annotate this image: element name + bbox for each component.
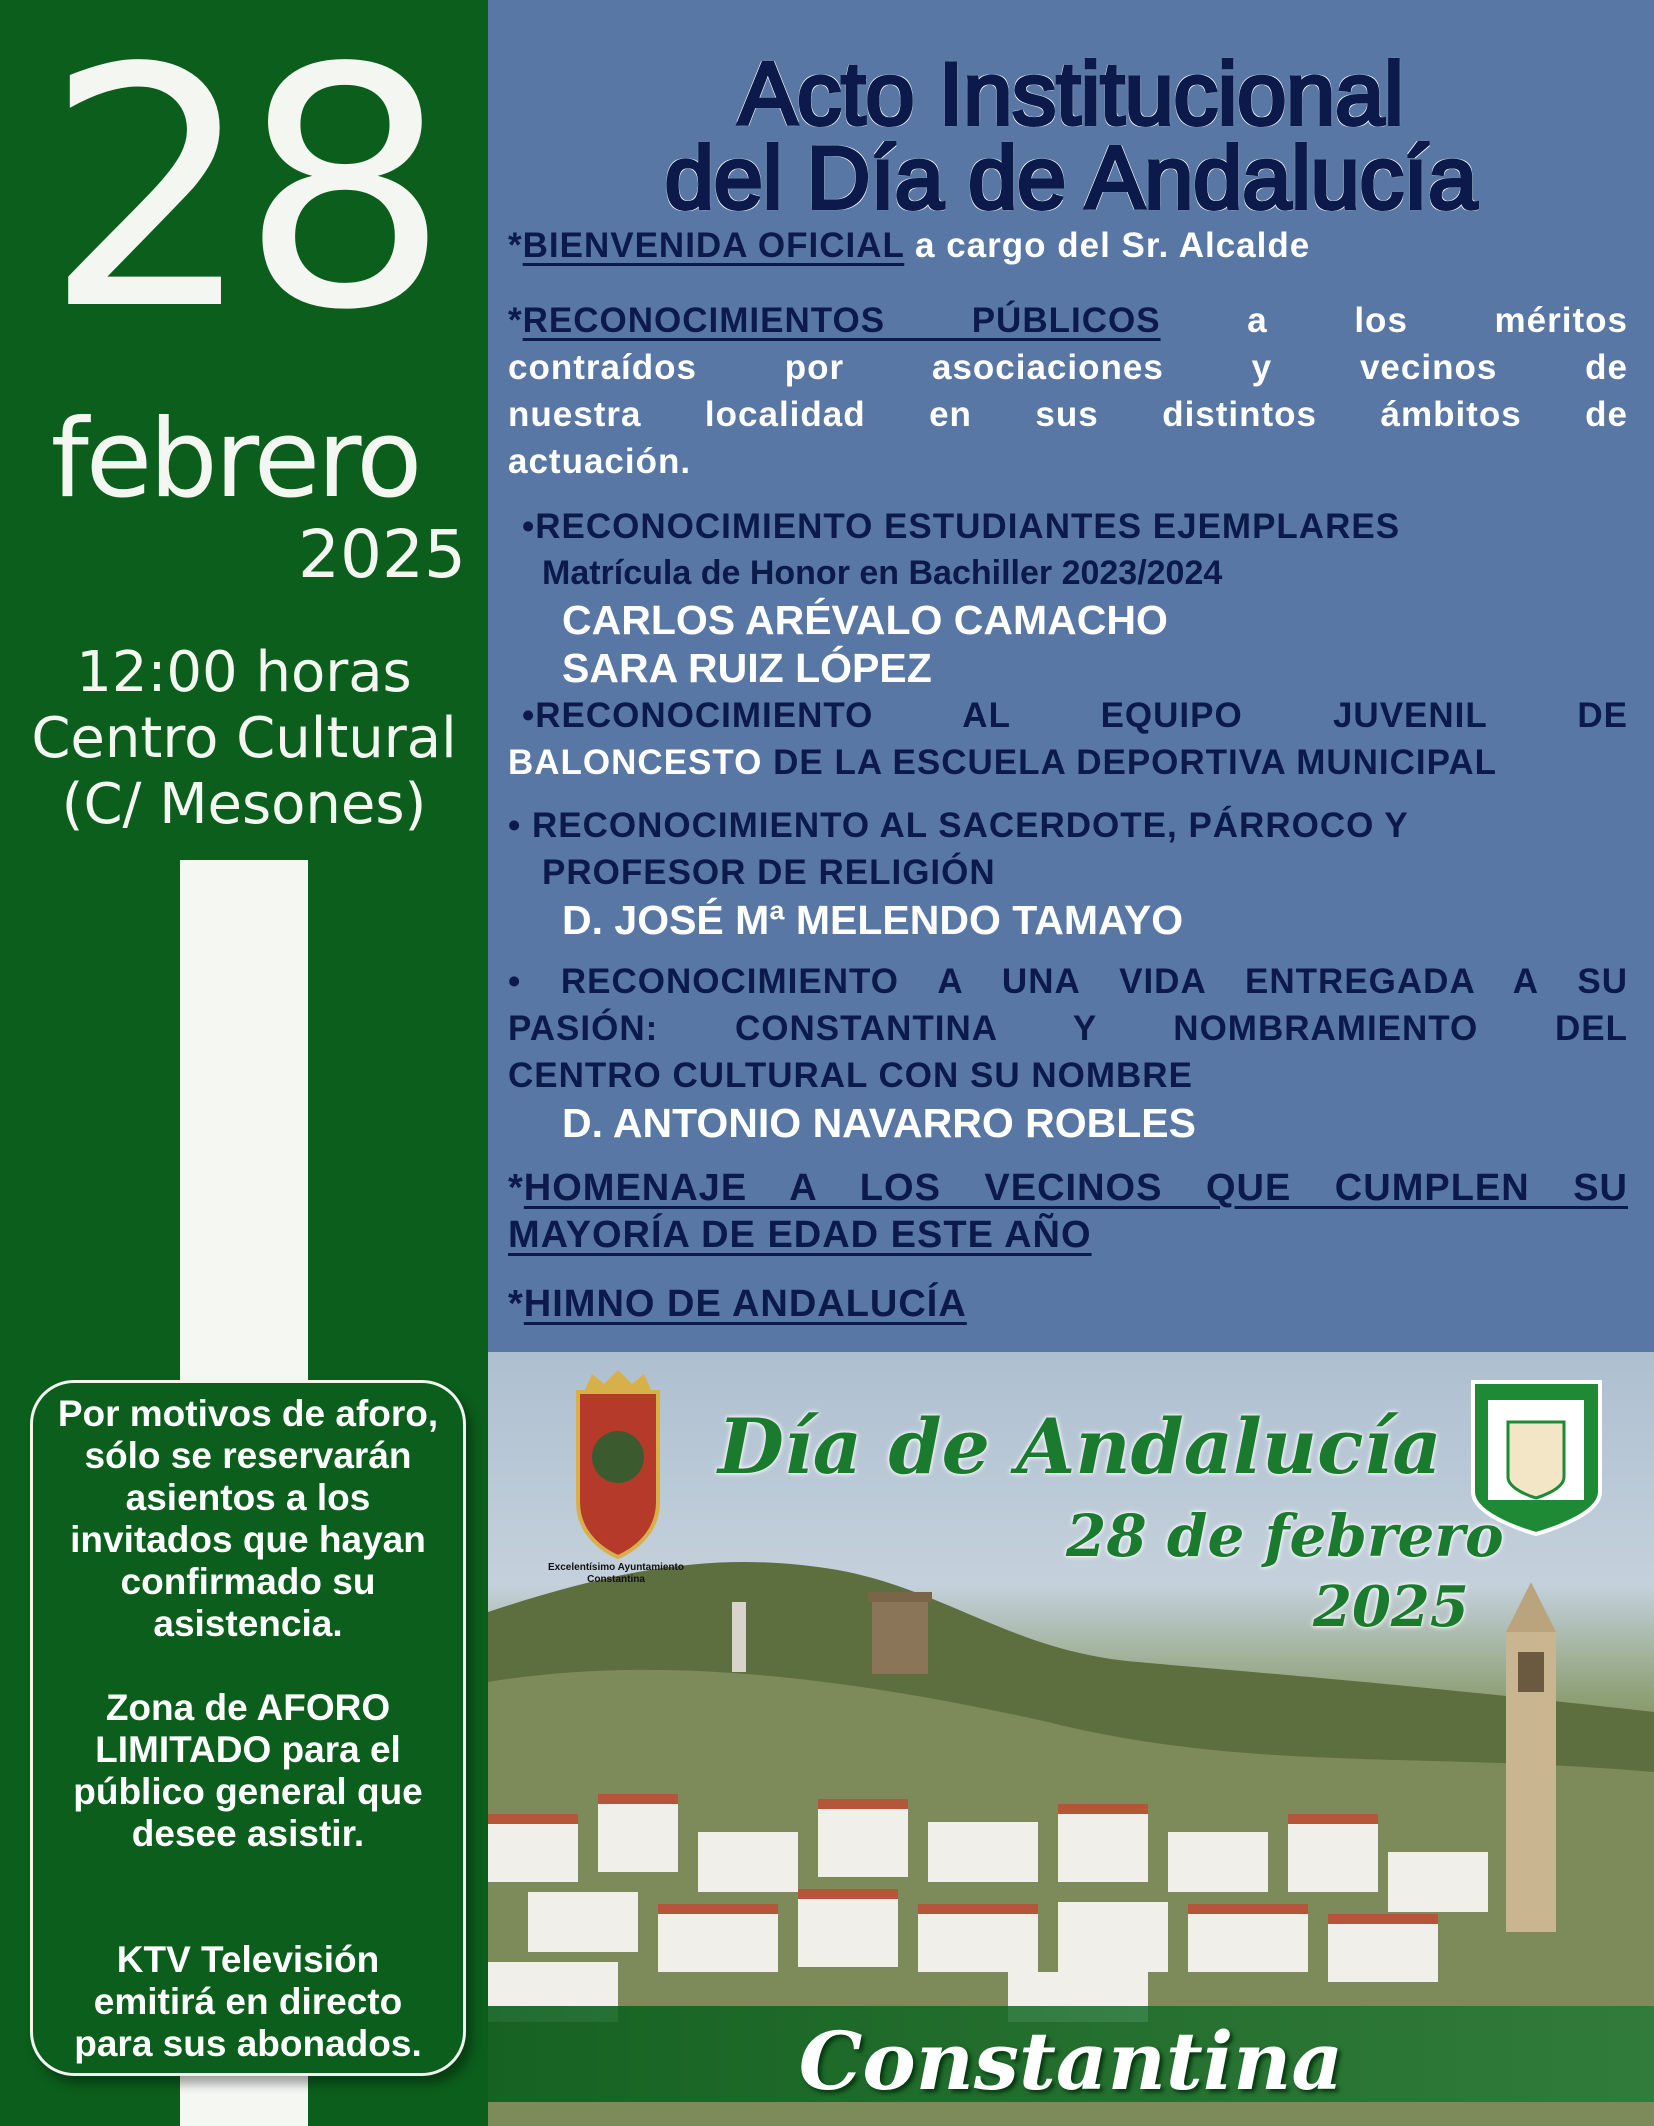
recognitions-line-1: *RECONOCIMIENTOS PÚBLICOS a los méritos [508, 301, 1628, 340]
priest-line-1: • RECONOCIMIENTO AL SACERDOTE, PÁRROCO Y [508, 806, 1409, 845]
poster-date: 28 de febrero [1066, 1502, 1504, 1570]
poster-year: 2025 [1313, 1574, 1469, 1640]
event-place: Centro Cultural [31, 706, 457, 771]
event-when [0, 640, 488, 838]
poster-title: Día de Andalucía [718, 1402, 1442, 1491]
welcome-item: *BIENVENIDA OFICIAL a cargo del Sr. Alcalde [508, 226, 1311, 265]
town-photo-poster [488, 1352, 1654, 2126]
recognitions-line-2: contraídos por asociaciones y vecinos de [508, 348, 1628, 387]
team-line-2: BALONCESTO DE LA ESCUELA DEPORTIVA MUNICIPAL [508, 743, 1498, 782]
students-item: •RECONOCIMIENTO ESTUDIANTES EJEMPLARES [522, 507, 1401, 546]
town-crest-icon [578, 1370, 658, 1557]
welcome-head: BIENVENIDA OFICIAL [522, 226, 905, 265]
left-panel [0, 0, 488, 2126]
title-line-2: del Día de Andalucía [664, 128, 1478, 227]
badge-label: PARA ESPAÑA [1515, 1516, 1557, 1522]
notice-tv: KTV Televisión emitirá en directo para sus abonados. [74, 1939, 422, 2064]
anthem-item: *HIMNO DE ANDALUCÍA [508, 1283, 967, 1325]
event-address: (C/ Mesones) [61, 772, 427, 837]
crest-label: Excelentísimo Ayuntamiento Constantina [548, 1562, 684, 1585]
life-line-1: • RECONOCIMIENTO A UNA VIDA ENTREGADA A SU [508, 962, 1628, 1001]
life-name: D. ANTONIO NAVARRO ROBLES [562, 1100, 1196, 1146]
student-name-1: CARLOS ARÉVALO CAMACHO [562, 597, 1168, 643]
date-year: 2025 [298, 516, 466, 593]
main-title [488, 44, 1654, 227]
recognitions-line-3: nuestra localidad en sus distintos ámbitos de [508, 395, 1628, 434]
homage-line-2: MAYORÍA DE EDAD ESTE AÑO [508, 1214, 1092, 1256]
priest-line-2: PROFESOR DE RELIGIÓN [542, 853, 996, 892]
priest-name: D. JOSÉ Mª MELENDO TAMAYO [562, 897, 1184, 943]
program-panel [488, 0, 1654, 1352]
students-sub: Matrícula de Honor en Bachiller 2023/2024 [542, 554, 1223, 592]
event-time: 12:00 horas [76, 640, 412, 705]
title-line-1: Acto Institucional [738, 44, 1404, 143]
welcome-rest: a cargo del Sr. Alcalde [915, 226, 1311, 265]
recognitions-line-4: actuación. [508, 442, 692, 481]
date-day: 28 [44, 0, 436, 382]
life-line-2: PASIÓN: CONSTANTINA Y NOMBRAMIENTO DEL [508, 1009, 1628, 1048]
town-name: Constantina [798, 2014, 1344, 2108]
notice-seating: Por motivos de aforo, sólo se reservarán asientos a los invitados que hayan confirmado su asistencia. [57, 1393, 439, 1644]
team-line-1: •RECONOCIMIENTO AL EQUIPO JUVENIL DE [522, 696, 1628, 735]
notice-limited: Zona de AFORO LIMITADO para el público general que desee asistir. [73, 1687, 423, 1854]
life-line-3: CENTRO CULTURAL CON SU NOMBRE [508, 1056, 1193, 1095]
date-month: febrero [50, 397, 420, 522]
student-name-2: SARA RUIZ LÓPEZ [562, 645, 932, 691]
homage-line-1: *HOMENAJE A LOS VECINOS QUE CUMPLEN SU [508, 1167, 1628, 1209]
notice-box [30, 1380, 466, 2076]
program-list [508, 222, 1628, 1328]
